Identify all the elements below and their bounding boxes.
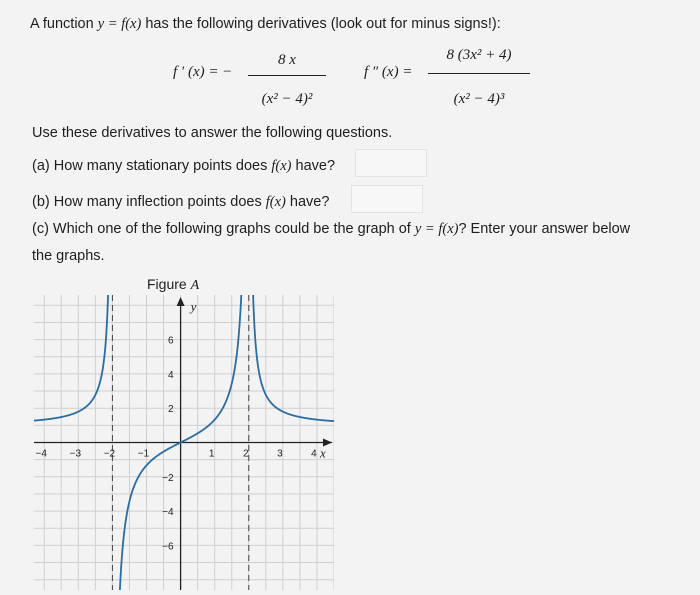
- instructions-text: Use these derivatives to answer the following questions.: [32, 125, 393, 141]
- intro-prefix: A function: [30, 16, 98, 32]
- y-tick-label: −6: [162, 541, 174, 553]
- x-tick-label: 3: [277, 448, 283, 460]
- y-tick-label: 6: [168, 335, 174, 347]
- question-a: (a) How many stationary points does f(x) have?: [32, 158, 336, 174]
- second-derivative-numerator: 8 (3x² + 4): [446, 47, 512, 63]
- answer-b-input[interactable]: [351, 185, 423, 213]
- x-tick-label: −2: [103, 448, 116, 460]
- x-tick-label: 4: [311, 448, 317, 460]
- second-derivative-bar: [428, 73, 530, 74]
- question-b: (b) How many inflection points does f(x) have?: [32, 194, 330, 210]
- x-tick-label: −3: [69, 448, 82, 460]
- figure-a-graph: [34, 295, 334, 590]
- x-tick-label: 1: [208, 448, 215, 460]
- first-derivative-lhs: f ′ (x) = −: [173, 64, 233, 80]
- y-tick-label: −2: [162, 472, 174, 484]
- curve-branch-1: [34, 295, 111, 421]
- curve-branch-3: [250, 295, 334, 421]
- x-tick-label: −4: [35, 448, 47, 460]
- y-tick-label: −4: [162, 507, 174, 519]
- second-derivative-denominator: (x² − 4)³: [453, 91, 505, 107]
- x-tick-label: 2: [242, 448, 249, 460]
- second-derivative-fraction: [428, 47, 530, 108]
- figure-title: Figure A: [147, 276, 200, 293]
- first-derivative-denominator: (x² − 4)²: [261, 91, 313, 107]
- intro-function: y = f(x): [97, 16, 142, 32]
- intro-text: [30, 16, 501, 33]
- question-c: (c) Which one of the following graphs could be the graph of y = f(x)? Enter your answer below: [32, 221, 631, 237]
- y-tick-label: 4: [168, 369, 174, 381]
- answer-a-input[interactable]: [355, 149, 427, 177]
- y-axis-arrow: [177, 297, 185, 306]
- second-derivative-lhs: f ″ (x) =: [364, 64, 413, 80]
- y-tick-label: 2: [168, 404, 174, 416]
- intro-suffix: has the following derivatives (look out for minus signs!):: [141, 16, 501, 32]
- question-c-line2: the graphs.: [32, 248, 105, 264]
- first-derivative-fraction: [248, 52, 326, 108]
- first-derivative-bar: [248, 75, 326, 76]
- x-axis-label: x: [320, 445, 326, 461]
- first-derivative-numerator: 8 x: [278, 52, 296, 68]
- x-tick-label: −1: [137, 448, 150, 460]
- y-axis-label: y: [190, 299, 197, 314]
